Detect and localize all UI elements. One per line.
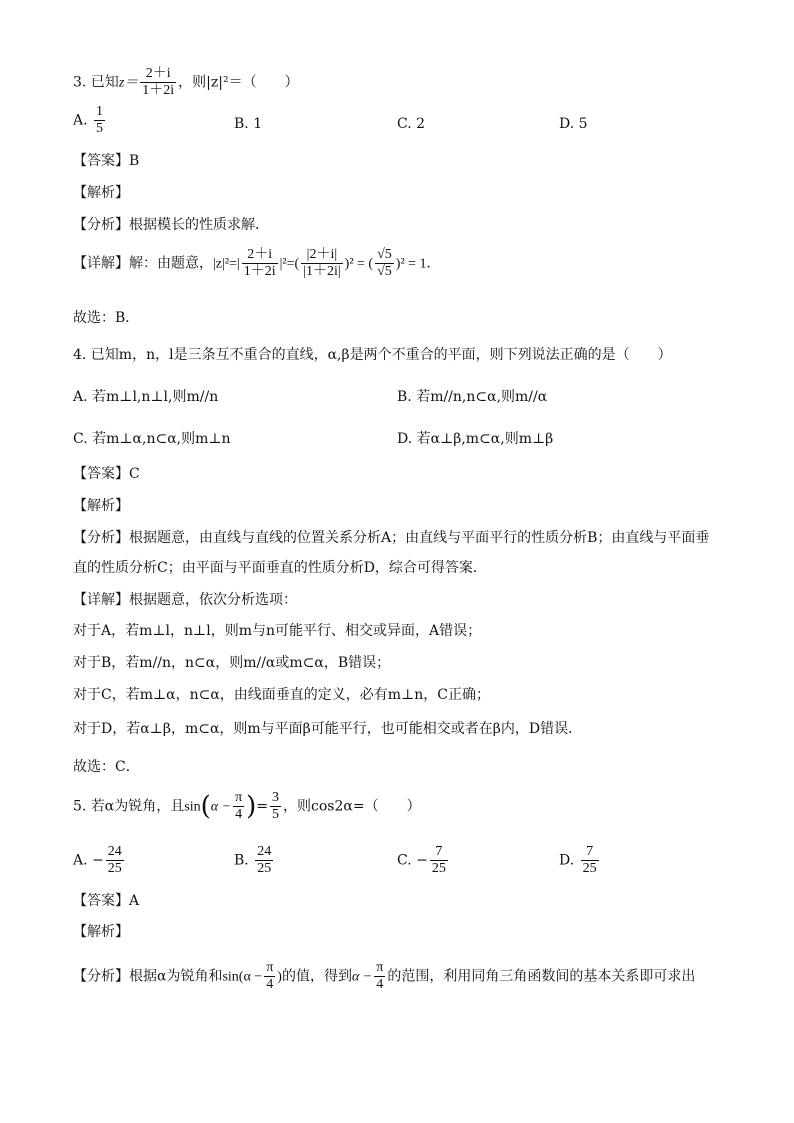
q3-option-a: A. $\frac{1}{5}$: [73, 104, 104, 137]
q4-line-b: 对于B，若m//n，n⊂α，则m//α或m⊂α，B错误；: [73, 655, 391, 671]
q3-z-fraction: $\frac{2+i}{1+2i}$: [142, 66, 175, 99]
q4-line-d: 对于D，若α⊥β，m⊂α，则m与平面β可能平行，也可能相交或者在β内，D错误．: [73, 721, 583, 737]
q5-option-d: D. $\frac{7}{25}$: [559, 844, 597, 877]
q3-fenxi: 【分析】根据模长的性质求解．: [73, 217, 269, 233]
q3-option-d: D. 5: [559, 116, 588, 132]
q4-choose: 故选：C．: [73, 759, 140, 775]
q3-detail: 【详解】解：由题意，|z|²=| $\frac{2+i}{1+2i}$ |²=( $\frac{|2+i|}{|1+2i|}$ )² = ( $\frac{√5}{√5}$ )² = 1．: [73, 247, 441, 280]
q4-line-a: 对于A，若m⊥l，n⊥l，则m与n可能平行、相交或异面，A错误；: [73, 623, 482, 639]
q3-option-b: B. 1: [234, 116, 263, 132]
q4-fenxi-line2: 直的性质分析C；由平面与平面垂直的性质分析D，综合可得答案．: [73, 560, 487, 576]
q4-option-b: B. 若m//n,n⊂α,则m//α: [397, 389, 548, 405]
q5-fenxi: 【分析】根据α为锐角和sin(α − $\frac{\pi}{4}$ )的值，得到α − $\frac{\pi}{4}$ 的范围，利用同角三角函数间的基本关系即可求出: [73, 960, 696, 993]
q4-line-c: 对于C，若m⊥α，n⊂α，由线面垂直的定义，必有m⊥n，C正确；: [73, 687, 490, 703]
q4-answer: 【答案】C: [73, 466, 140, 482]
q5-analysis-title: 【解析】: [73, 924, 129, 940]
q5-stem: 5. 若α为锐角，且sin(α − $\frac{\pi}{4}$ )= $\frac{3}{5}$ ，则cos2α=（ ）: [73, 790, 421, 823]
q3-stem: 3. 已知z＝ $\frac{2+i}{1+2i}$ ，则|z|²＝（ ）: [73, 66, 299, 99]
q4-stem: 4. 已知m，n，l是三条互不重合的直线，α,β是两个不重合的平面，则下列说法正确的是（ ）: [73, 347, 672, 363]
q4-analysis-title: 【解析】: [73, 498, 129, 514]
q5-option-c: C. − $\frac{7}{25}$: [397, 844, 446, 877]
q4-option-a: A. 若m⊥l,n⊥l,则m//n: [73, 389, 219, 405]
q3-choose: 故选：B．: [73, 310, 140, 326]
q3-analysis-title: 【解析】: [73, 185, 129, 201]
q3-option-c: C. 2: [397, 116, 426, 132]
q4-fenxi-line1: 【分析】根据题意，由直线与直线的位置关系分析A；由直线与平面平行的性质分析B；由直线与平面垂: [73, 530, 710, 546]
q4-option-d: D. 若α⊥β,m⊂α,则m⊥β: [397, 431, 554, 447]
q5-answer: 【答案】A: [73, 893, 140, 909]
q4-detail: 【详解】根据题意，依次分析选项：: [73, 592, 297, 608]
q5-option-b: B. $\frac{24}{25}$: [234, 844, 272, 877]
q4-option-c: C. 若m⊥α,n⊂α,则m⊥n: [73, 431, 231, 447]
q3-answer: 【答案】B: [73, 153, 140, 169]
q5-option-a: A. − $\frac{24}{25}$: [73, 844, 122, 877]
